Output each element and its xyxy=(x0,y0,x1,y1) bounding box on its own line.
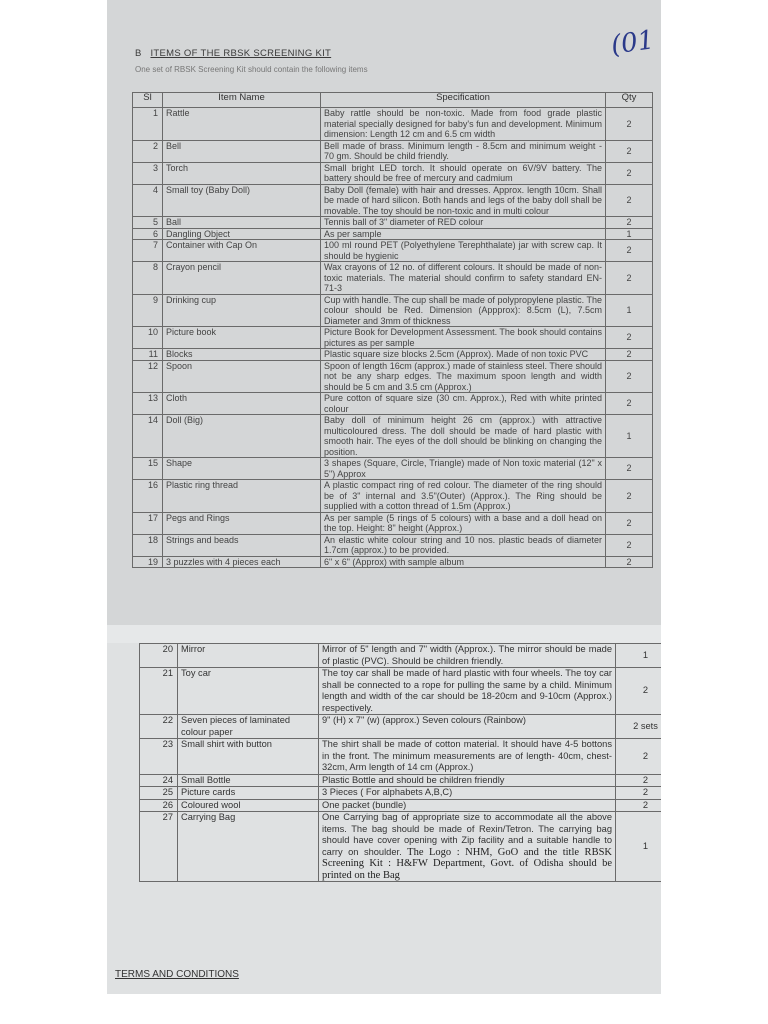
row-sl xyxy=(133,217,163,229)
row-specification-text: Small bright LED torch. It should operate on 6V/9V battery. The battery should be free of mercury and cadmium xyxy=(324,162,602,183)
row-sl xyxy=(133,294,163,327)
row-sl xyxy=(140,787,178,800)
row-item-name-text: Plastic ring thread xyxy=(166,480,239,490)
row-item-name-text: Carrying Bag xyxy=(181,812,236,822)
table-row xyxy=(133,184,653,217)
row-item-name xyxy=(163,217,321,229)
row-specification-text: 6" x 6" (Approx) with sample album xyxy=(324,556,464,567)
row-item-name-text: Picture book xyxy=(166,327,217,337)
row-item-name xyxy=(178,739,319,775)
row-sl xyxy=(133,184,163,217)
table-row xyxy=(140,644,662,668)
row-specification xyxy=(321,162,606,184)
row-qty xyxy=(616,668,662,715)
row-specification xyxy=(321,108,606,141)
table-row xyxy=(133,556,653,568)
row-qty xyxy=(606,228,653,240)
row-specification-text: Tennis ball of 3" diameter of RED colour xyxy=(324,217,484,227)
row-specification-text: Pure cotton of square size (30 cm. Approx.), Red with white printed colour xyxy=(324,393,602,414)
table-row xyxy=(133,262,653,295)
row-qty-text: 2 xyxy=(626,145,632,156)
row-qty-text: 2 xyxy=(626,217,632,227)
table-row xyxy=(133,140,653,162)
row-specification xyxy=(321,393,606,415)
row-specification-text: One Carrying bag of appropriate size to accommodate all the above items. The bag should be made of Rexin/Tetron. The carrying bag should have cover opening with Zip facility and a suitable handle to carry on shoulder. xyxy=(322,812,612,857)
table-row xyxy=(140,812,662,882)
table-row xyxy=(133,228,653,240)
row-sl xyxy=(133,262,163,295)
row-item-name xyxy=(163,512,321,534)
row-sl xyxy=(133,480,163,513)
row-sl-text: 8 xyxy=(152,262,158,272)
row-item-name xyxy=(178,715,319,739)
row-qty xyxy=(606,360,653,393)
row-specification xyxy=(321,360,606,393)
row-sl xyxy=(133,162,163,184)
row-specification-text: Baby doll of minimum height 26 cm (approx.) with attractive multicoloured dress. The doll should be made of hard plastic with smooth hair. The eyes of the doll should be blinking on changing the position. xyxy=(324,415,602,457)
row-specification-text: 3 Pieces ( For alphabets A,B,C) xyxy=(322,787,453,797)
row-qty xyxy=(606,458,653,480)
row-specification xyxy=(321,228,606,240)
row-qty-text: 2 xyxy=(642,787,649,797)
section-heading: ITEMS OF THE RBSK SCREENING KIT xyxy=(150,48,332,59)
row-qty-text: 2 xyxy=(626,517,632,528)
row-qty xyxy=(606,534,653,556)
row-specification-text: Plastic square size blocks 2.5cm (Approx). Made of non toxic PVC xyxy=(324,349,589,359)
row-specification-text: One packet (bundle) xyxy=(322,799,407,810)
row-specification xyxy=(319,812,616,882)
section-title xyxy=(135,48,331,59)
table-row xyxy=(133,458,653,480)
row-sl-text: 10 xyxy=(147,327,158,337)
table-row xyxy=(140,774,662,787)
row-specification xyxy=(319,774,616,787)
row-sl xyxy=(133,240,163,262)
table-row xyxy=(133,108,653,141)
row-item-name-text: Drinking cup xyxy=(166,294,217,305)
row-specification xyxy=(321,415,606,458)
row-specification xyxy=(321,327,606,349)
row-item-name xyxy=(163,184,321,217)
handwritten-page-number: (01 xyxy=(609,25,657,61)
page-fold xyxy=(107,625,661,643)
terms-heading: TERMS AND CONDITIONS xyxy=(115,969,239,980)
header-specification: Specification xyxy=(321,93,606,108)
row-sl xyxy=(140,668,178,715)
row-sl-text: 12 xyxy=(147,360,158,371)
row-specification xyxy=(321,140,606,162)
row-qty xyxy=(606,108,653,141)
table-row xyxy=(133,480,653,513)
row-qty xyxy=(606,262,653,295)
row-specification xyxy=(319,799,616,812)
row-specification-text: Baby Doll (female) with hair and dresses. Approx. length 10cm. Shall be made of hard silicon. Both hands and legs of the baby doll shall be movable. The toy should be non-toxic and in multi colour xyxy=(324,184,602,216)
row-qty xyxy=(606,556,653,568)
table-row xyxy=(133,327,653,349)
row-item-name xyxy=(163,294,321,327)
row-sl-text: 15 xyxy=(147,458,158,468)
row-item-name xyxy=(163,458,321,480)
row-specification xyxy=(319,644,616,668)
row-specification-text: 100 ml round PET (Polyethylene Terephthalate) jar with screw cap. It should be hygienic xyxy=(324,240,602,261)
row-item-name xyxy=(163,360,321,393)
row-sl xyxy=(133,512,163,534)
row-item-name-text: Toy car xyxy=(181,668,211,678)
items-table-continued xyxy=(139,643,661,882)
row-qty-text: 2 xyxy=(626,398,632,409)
row-qty-text: 1 xyxy=(626,430,632,441)
row-sl-text: 19 xyxy=(147,556,158,567)
row-sl-text: 17 xyxy=(147,512,158,523)
row-sl-text: 6 xyxy=(152,228,158,239)
row-qty xyxy=(606,393,653,415)
table-row xyxy=(140,739,662,775)
row-specification-text: A plastic compact ring of red colour. The diameter of the ring should be of 3" internal and 3.5"(Outer) (Approx.). The Ring should be supplied with a cotton thread of 1.5m (Approx.) xyxy=(324,480,602,511)
row-specification xyxy=(319,668,616,715)
row-specification xyxy=(319,739,616,775)
row-item-name-text: Cloth xyxy=(166,393,188,403)
row-item-name xyxy=(163,262,321,295)
row-qty xyxy=(606,217,653,229)
row-specification xyxy=(319,715,616,739)
row-item-name xyxy=(163,228,321,240)
row-item-name xyxy=(163,240,321,262)
row-qty xyxy=(616,812,662,882)
row-sl xyxy=(140,644,178,668)
row-specification-text: The shirt shall be made of cotton material. It should have 4-5 bottons in the front. The minimum measurements are of length- 40cm, chest- 32cm, Arm length of 14 cm (Approx.) xyxy=(322,739,612,772)
row-item-name-text: 3 puzzles with 4 pieces each xyxy=(166,556,281,567)
row-qty xyxy=(616,739,662,775)
row-specification-text: Bell made of brass. Minimum length - 8.5cm and minimum weight - 70 gm. Should be child friendly. xyxy=(324,140,602,161)
row-qty xyxy=(606,480,653,513)
row-sl xyxy=(133,108,163,141)
document-page xyxy=(107,0,661,994)
row-qty-text: 2 xyxy=(626,195,632,205)
row-item-name-text: Coloured wool xyxy=(181,799,241,810)
row-sl xyxy=(133,360,163,393)
row-specification-text: Wax crayons of 12 no. of different colours. It should be made of non-toxic materials. The material should confirm to safety standard EN-71-3 xyxy=(324,262,602,293)
row-item-name-text: Small toy (Baby Doll) xyxy=(166,184,251,195)
row-item-name-text: Small Bottle xyxy=(181,774,231,785)
row-sl-text: 24 xyxy=(162,774,173,785)
row-sl xyxy=(133,534,163,556)
row-sl xyxy=(133,228,163,240)
row-sl xyxy=(133,393,163,415)
row-sl-text: 26 xyxy=(162,799,173,810)
row-specification-text: 9" (H) x 7" (w) (approx.) Seven colours (Rainbow) xyxy=(322,715,526,725)
row-qty-text: 2 xyxy=(626,332,632,343)
row-item-name-text: Small shirt with button xyxy=(181,739,272,749)
row-qty-text: 1 xyxy=(642,649,649,660)
row-sl xyxy=(133,415,163,458)
row-specification-text: Baby rattle should be non-toxic. Made from food grade plastic material specially designed for baby's fun and development. Minimum dimension: Length 12 cm and 6.5 cm width xyxy=(324,108,602,139)
row-specification xyxy=(321,480,606,513)
row-qty xyxy=(616,799,662,812)
row-qty xyxy=(606,415,653,458)
row-qty-text: 2 xyxy=(626,349,632,359)
table-row xyxy=(133,294,653,327)
row-item-name-text: Shape xyxy=(166,458,193,468)
row-sl-text: 16 xyxy=(147,480,158,490)
items-table xyxy=(132,92,653,568)
table-row xyxy=(133,393,653,415)
row-specification xyxy=(321,184,606,217)
row-qty-text: 2 xyxy=(626,245,632,256)
row-sl-text: 22 xyxy=(162,715,173,725)
row-qty xyxy=(606,294,653,327)
row-qty xyxy=(606,140,653,162)
row-item-name-text: Doll (Big) xyxy=(166,415,204,425)
row-qty-text: 2 xyxy=(626,490,632,501)
row-item-name-text: Torch xyxy=(166,162,189,173)
row-item-name xyxy=(163,393,321,415)
table-row xyxy=(133,512,653,534)
row-specification xyxy=(321,349,606,361)
row-specification-text: The toy car shall be made of hard plastic with four wheels. The toy car shall be connected to a rope for pulling the same by a child. Minimum length and width of the car should be 18-20cm and 9-10cm (Approx.) respectively. xyxy=(322,668,612,713)
row-sl-text: 9 xyxy=(152,294,158,305)
row-sl-text: 25 xyxy=(162,787,173,797)
row-item-name-text: Strings and beads xyxy=(166,534,239,545)
row-item-name-text: Spoon xyxy=(166,360,193,371)
row-item-name-text: Pegs and Rings xyxy=(166,512,230,523)
row-specification xyxy=(321,458,606,480)
row-item-name-text: Blocks xyxy=(166,349,193,359)
row-specification-serif-text: The Logo : NHM, GoO and the title RBSK Screening Kit : H&FW Department, Govt. of Odisha should be printed on the Bag xyxy=(322,846,612,881)
table-row xyxy=(133,360,653,393)
row-qty-text: 2 sets xyxy=(633,720,658,731)
row-item-name xyxy=(163,108,321,141)
row-item-name-text: Ball xyxy=(166,217,182,227)
row-specification xyxy=(321,262,606,295)
row-item-name xyxy=(178,812,319,882)
row-item-name xyxy=(163,327,321,349)
row-sl-text: 20 xyxy=(162,644,173,654)
row-qty xyxy=(606,162,653,184)
row-item-name-text: Mirror xyxy=(181,644,206,654)
row-item-name-text: Dangling Object xyxy=(166,228,231,239)
row-specification-text: As per sample xyxy=(324,228,382,239)
row-specification xyxy=(321,217,606,229)
row-qty-text: 2 xyxy=(642,799,649,810)
row-qty xyxy=(606,349,653,361)
table-row xyxy=(133,415,653,458)
row-item-name-text: Crayon pencil xyxy=(166,262,222,272)
row-item-name-text: Seven pieces of laminated colour paper xyxy=(181,715,291,737)
section-prefix: B xyxy=(135,48,142,59)
row-item-name xyxy=(178,668,319,715)
row-specification xyxy=(321,240,606,262)
row-qty-text: 2 xyxy=(642,750,649,761)
row-qty xyxy=(616,644,662,668)
row-sl-text: 18 xyxy=(147,534,158,545)
row-qty xyxy=(616,774,662,787)
row-sl-text: 5 xyxy=(152,217,158,227)
row-sl xyxy=(140,812,178,882)
row-sl-text: 1 xyxy=(152,108,158,118)
row-specification xyxy=(321,294,606,327)
row-qty xyxy=(606,512,653,534)
row-specification xyxy=(321,534,606,556)
row-sl xyxy=(140,715,178,739)
row-qty xyxy=(616,787,662,800)
row-specification-text: Cup with handle. The cup shall be made of polypropylene plastic. The colour should be Red. Dimension (Appprox): 8.5cm (L), 7.5cm Diameter and 3mm of thickness xyxy=(324,294,602,326)
row-sl-text: 27 xyxy=(162,812,173,822)
row-specification-text: An elastic white colour string and 10 nos. plastic beads of diameter 1.7cm (approx.) to be provided. xyxy=(324,534,602,555)
row-item-name xyxy=(163,480,321,513)
row-sl-text: 13 xyxy=(147,393,158,403)
row-sl xyxy=(133,458,163,480)
row-sl-text: 3 xyxy=(152,162,158,173)
row-qty-text: 1 xyxy=(626,228,632,239)
row-qty xyxy=(606,327,653,349)
table-row xyxy=(133,349,653,361)
row-sl xyxy=(133,327,163,349)
row-sl xyxy=(133,556,163,568)
row-specification-text: Spoon of length 16cm (approx.) made of stainless steel. There should not be any sharp edges. The maximum spoon length and width should be 5 cm and 3.5 cm (Approx.) xyxy=(324,360,602,392)
row-sl-text: 2 xyxy=(152,140,158,151)
row-specification xyxy=(319,787,616,800)
row-sl-text: 4 xyxy=(152,184,158,195)
row-specification-text: As per sample (5 rings of 5 colours) with a base and a doll head on the top. Height: 8" height (Approx.) xyxy=(324,512,602,533)
table-header-row xyxy=(133,93,653,108)
table-row xyxy=(133,240,653,262)
row-specification-text: Plastic Bottle and should be children friendly xyxy=(322,774,505,785)
row-item-name-text: Container with Cap On xyxy=(166,240,258,250)
row-sl xyxy=(133,140,163,162)
header-item-name: Item Name xyxy=(163,93,321,108)
row-sl-text: 7 xyxy=(152,240,158,250)
table-row xyxy=(140,668,662,715)
row-qty-text: 2 xyxy=(626,272,632,283)
row-qty-text: 2 xyxy=(626,371,632,381)
row-sl xyxy=(140,739,178,775)
row-specification-text: 3 shapes (Square, Circle, Triangle) made of Non toxic material (12" x 5") Approx xyxy=(324,458,602,479)
row-qty-text: 2 xyxy=(626,118,632,129)
row-qty-text: 2 xyxy=(642,685,649,696)
row-item-name xyxy=(163,556,321,568)
row-item-name xyxy=(163,534,321,556)
row-sl-text: 23 xyxy=(162,739,173,749)
table-row xyxy=(133,162,653,184)
row-item-name-text: Picture cards xyxy=(181,787,236,797)
table-row xyxy=(140,787,662,800)
row-qty xyxy=(606,240,653,262)
row-qty-text: 1 xyxy=(642,840,649,851)
row-qty-text: 2 xyxy=(626,556,632,567)
row-qty-text: 1 xyxy=(626,305,632,315)
table-row xyxy=(133,217,653,229)
row-item-name-text: Bell xyxy=(166,140,182,151)
row-sl xyxy=(133,349,163,361)
row-sl-text: 11 xyxy=(148,349,158,359)
row-specification-text: Picture Book for Development Assessment. The book should contains pictures as per sample xyxy=(324,327,602,348)
row-sl-text: 21 xyxy=(162,668,173,678)
row-qty-text: 2 xyxy=(626,539,632,550)
section-intro: One set of RBSK Screening Kit should contain the following items xyxy=(135,65,368,74)
row-item-name xyxy=(178,799,319,812)
row-item-name-text: Rattle xyxy=(166,108,190,118)
row-item-name xyxy=(178,787,319,800)
row-specification xyxy=(321,512,606,534)
row-qty-text: 2 xyxy=(626,463,632,474)
row-qty xyxy=(606,184,653,217)
row-item-name xyxy=(163,349,321,361)
row-sl xyxy=(140,799,178,812)
header-sl: Sl xyxy=(133,93,163,108)
row-item-name xyxy=(163,162,321,184)
row-qty-text: 2 xyxy=(642,774,649,785)
table-row xyxy=(140,715,662,739)
row-qty-text: 2 xyxy=(626,167,632,178)
row-specification xyxy=(321,556,606,568)
row-qty xyxy=(616,715,662,739)
row-sl-text: 14 xyxy=(147,415,158,425)
row-item-name xyxy=(163,140,321,162)
row-item-name xyxy=(178,644,319,668)
row-item-name xyxy=(178,774,319,787)
table-row xyxy=(140,799,662,812)
header-qty: Qty xyxy=(606,93,653,108)
row-sl xyxy=(140,774,178,787)
table-row xyxy=(133,534,653,556)
row-specification-text: Mirror of 5" length and 7" width (Approx.). The mirror should be made of plastic (PVC). Should be children friendly. xyxy=(322,644,612,666)
row-item-name xyxy=(163,415,321,458)
